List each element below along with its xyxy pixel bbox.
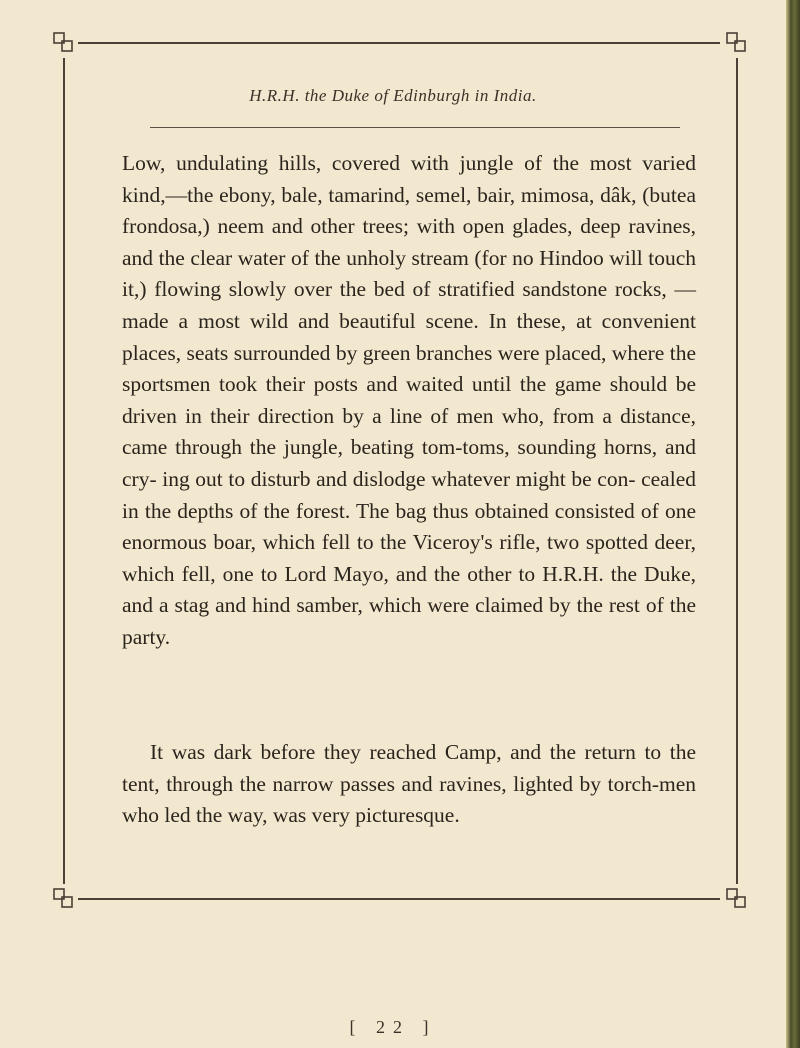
body-text [122, 148, 696, 654]
frame-bottom-line [78, 898, 720, 900]
book-binding-edge [786, 0, 800, 1048]
frame-left-line [63, 58, 65, 884]
corner-ornament-top-left [53, 32, 75, 54]
paragraph-1: Low, undulating hills, covered with jungle of the most varied kind,—the ebony, bale, tamarind, semel, bair, mimosa, dâk, (butea frondosa,) neem and other trees; with open glades, deep ravines, and the clear water of the unholy stream (for no Hindoo will touch it,) flowing slowly over the bed of stratified sandstone rocks, —made a most wild and beautiful scene. In these, at convenient places, seats surrounded by green branches were placed, where the sportsmen took their posts and waited until the game should be driven in their direction by a line of men who, from a distance, came through the jungle, beating tom-toms, sounding horns, and cry- ing out to disturb and dislodge whatever might be con- cealed in the depths of the forest. The bag thus obtained consisted of one enormous boar, which fell to the Viceroy's rifle, two spotted deer, which fell, one to Lord Mayo, and the other to H.R.H. the Duke, and a stag and hind samber, which were claimed by the rest of the party. [122, 151, 696, 649]
corner-ornament-bottom-left [53, 888, 75, 910]
frame-top-line [78, 42, 720, 44]
head-rule [150, 127, 680, 128]
page-number: [ 22 ] [349, 1017, 437, 1037]
frame-right-line [736, 58, 738, 884]
body-text-2 [122, 737, 696, 832]
corner-ornament-top-right [726, 32, 748, 54]
paragraph-2: It was dark before they reached Camp, and the return to the tent, through the narrow passes and ravines, lighted by torch-men who led the way, was very picturesque. [122, 740, 696, 828]
corner-ornament-bottom-right [726, 888, 748, 910]
running-head: H.R.H. the Duke of Edinburgh in India. [249, 86, 537, 105]
